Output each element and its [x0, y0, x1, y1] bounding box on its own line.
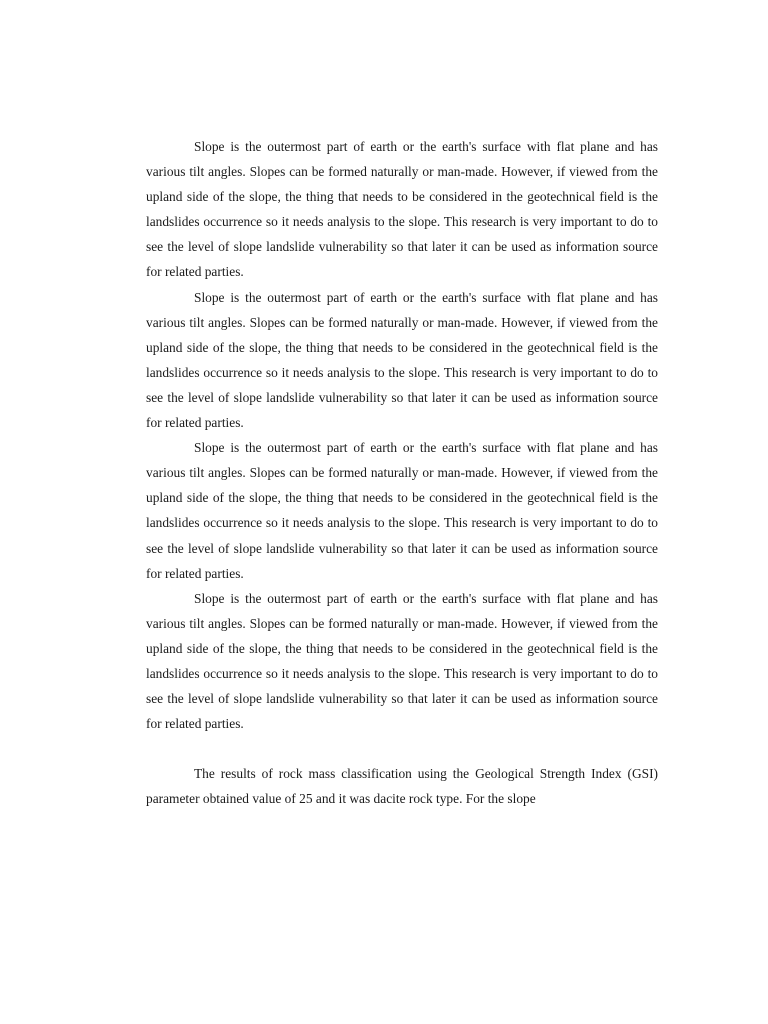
paragraph-4: Slope is the outermost part of earth or the earth's surface with flat plane and has various tilt angles. Slopes can be formed naturally or man-made. However, if viewed from the upland side of the slope, the thing that needs to be considered in the geotechnical field is the landslides occurrence so it needs analysis to the slope. This research is very important to do to see the level of slope landslide vulnerability so that later it can be used as information source for related parties.: [146, 590, 658, 732]
paragraph-5: The results of rock mass classification using the Geological Strength Index (GSI) parameter obtained value of 25 and it was dacite rock type. For the slope: [146, 766, 658, 807]
paragraph-3: Slope is the outermost part of earth or the earth's surface with flat plane and has various tilt angles. Slopes can be formed naturally or man-made. However, if viewed from the upland side of the slope, the thing that needs to be considered in the geotechnical field is the landslides occurrence so it needs analysis to the slope. This research is very important to do to see the level of slope landslide vulnerability so that later it can be used as information source for related parties.: [146, 440, 658, 581]
paragraph-2: Slope is the outermost part of earth or the earth's surface with flat plane and has various tilt angles. Slopes can be formed naturally or man-made. However, if viewed from the upland side of the slope, the thing that needs to be considered in the geotechnical field is the landslides occurrence so it needs analysis to the slope. This research is very important to do to see the level of slope landslide vulnerability so that later it can be used as information source for related parties.: [146, 289, 658, 431]
document-page: [146, 134, 658, 811]
paragraph-1: Slope is the outermost part of earth or the earth's surface with flat plane and has various tilt angles. Slopes can be formed naturally or man-made. However, if viewed from the upland side of the slope, the thing that needs to be considered in the geotechnical field is the landslides occurrence so it needs analysis to the slope. This research is very important to do to see the level of slope landslide vulnerability so that later it can be used as information source for related parties.: [146, 139, 658, 280]
